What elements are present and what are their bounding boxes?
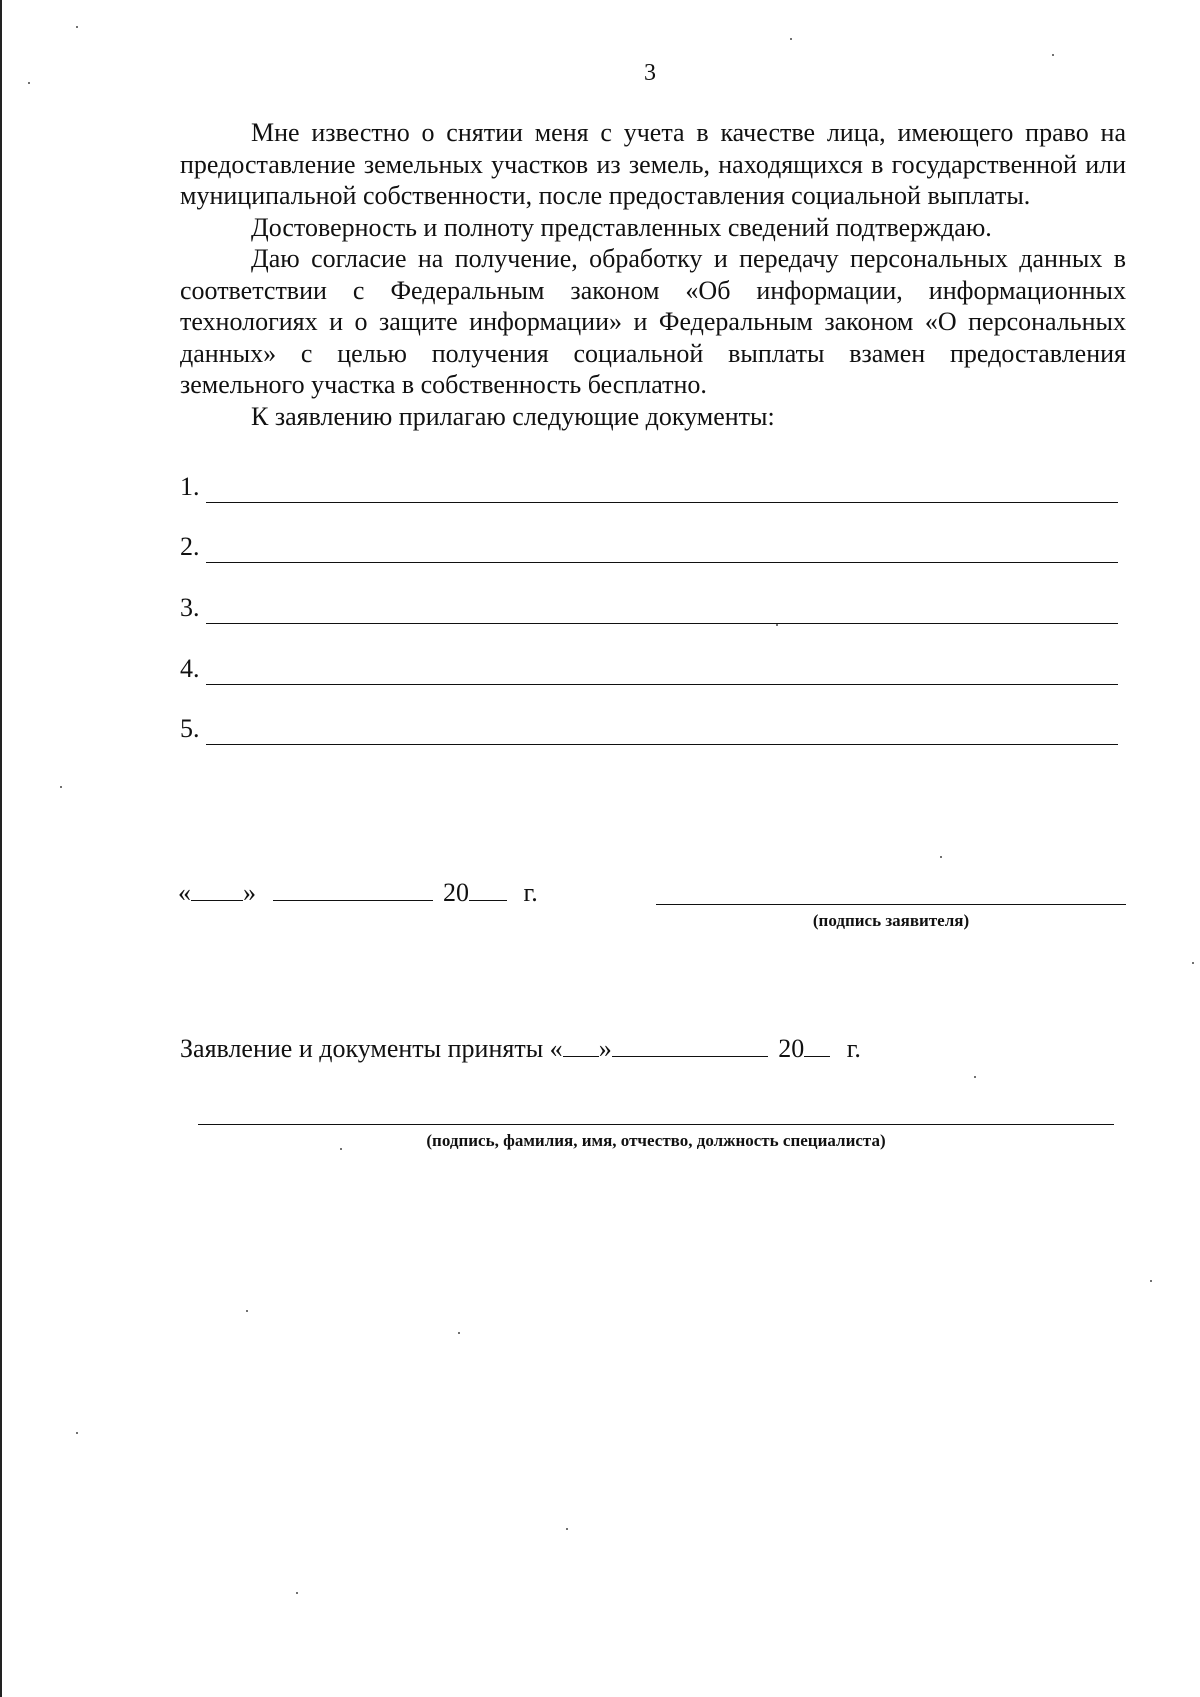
- attachment-line[interactable]: [206, 744, 1118, 745]
- attachment-line[interactable]: [206, 502, 1118, 503]
- attachment-number: 3.: [180, 593, 200, 622]
- acceptance-year-prefix: 20: [778, 1034, 805, 1063]
- month-blank[interactable]: [273, 882, 433, 901]
- paragraph-deregistration: Мне известно о снятии меня с учета в качестве лица, имеющего право на предоставление земельных участков из земель, находящихся в государственной или муниципальной собственности, после предоставления социальной выплаты.: [180, 118, 1126, 210]
- scan-speck: [76, 26, 78, 28]
- scan-speck: [1150, 1280, 1152, 1282]
- attachment-number: 2.: [180, 532, 200, 561]
- scan-page-edge: [0, 0, 2, 1697]
- year-prefix: 20: [443, 878, 469, 907]
- specialist-signature-caption: (подпись, фамилия, имя, отчество, должность специалиста): [426, 1131, 886, 1150]
- attachment-field-2[interactable]: [180, 530, 1118, 566]
- acceptance-year-suffix: г.: [846, 1034, 861, 1063]
- attachment-number: 5.: [180, 714, 200, 743]
- acceptance-close-quote: »: [598, 1034, 612, 1063]
- scan-speck: [458, 1332, 460, 1334]
- scan-speck: [76, 1432, 78, 1434]
- acceptance-month-blank[interactable]: [612, 1038, 768, 1057]
- scan-speck: [790, 38, 792, 40]
- attachment-field-3[interactable]: [180, 591, 1118, 627]
- applicant-signature-caption: (подпись заявителя): [812, 911, 970, 930]
- scan-speck: [1052, 54, 1054, 56]
- applicant-date-line: [178, 878, 538, 908]
- close-quote: »: [243, 878, 256, 907]
- scan-speck: [296, 1592, 298, 1594]
- scan-speck: [1192, 962, 1194, 964]
- attachment-field-4[interactable]: [180, 652, 1118, 688]
- paragraph-consent: Даю согласие на получение, обработку и передачу персональных данных в соответствии с Федеральным законом «Об информации, информационных технологиях и о защите информации» и Федеральным законом «О персональных данных» с целью получения социальной выплаты взамен предоставления земельного участка в собственность бесплатно.: [180, 244, 1126, 399]
- open-quote: «: [178, 878, 191, 907]
- attachment-line[interactable]: [206, 623, 1118, 624]
- paragraph-attachments-intro: К заявлению прилагаю следующие документы:: [251, 401, 775, 431]
- specialist-signature-line[interactable]: [198, 1124, 1114, 1125]
- applicant-signature-line[interactable]: [656, 904, 1126, 905]
- scan-speck: [60, 786, 62, 788]
- scan-speck: [246, 1310, 248, 1312]
- attachment-line[interactable]: [206, 684, 1118, 685]
- scan-speck: [28, 82, 30, 84]
- year-blank[interactable]: [469, 882, 507, 901]
- paragraph-accuracy: Достоверность и полноту представленных сведений подтверждаю.: [251, 212, 992, 242]
- scan-speck: [940, 856, 942, 858]
- acceptance-day-blank[interactable]: [563, 1038, 599, 1057]
- day-blank[interactable]: [191, 882, 243, 901]
- scan-speck: [974, 1076, 976, 1078]
- acceptance-line: [180, 1034, 861, 1064]
- scan-speck: [340, 1148, 342, 1150]
- acceptance-label: Заявление и документы приняты «: [180, 1034, 563, 1063]
- scan-speck: [566, 1528, 568, 1530]
- page-number: 3: [644, 60, 656, 86]
- attachment-field-1[interactable]: [180, 470, 1118, 506]
- acceptance-year-blank[interactable]: [804, 1038, 830, 1057]
- statement-text: [180, 117, 1126, 432]
- attachment-number: 4.: [180, 654, 200, 683]
- attachment-number: 1.: [180, 472, 200, 501]
- year-suffix: г.: [523, 878, 538, 907]
- scan-speck: [776, 624, 778, 626]
- attachment-field-5[interactable]: [180, 712, 1118, 748]
- attachment-line[interactable]: [206, 562, 1118, 563]
